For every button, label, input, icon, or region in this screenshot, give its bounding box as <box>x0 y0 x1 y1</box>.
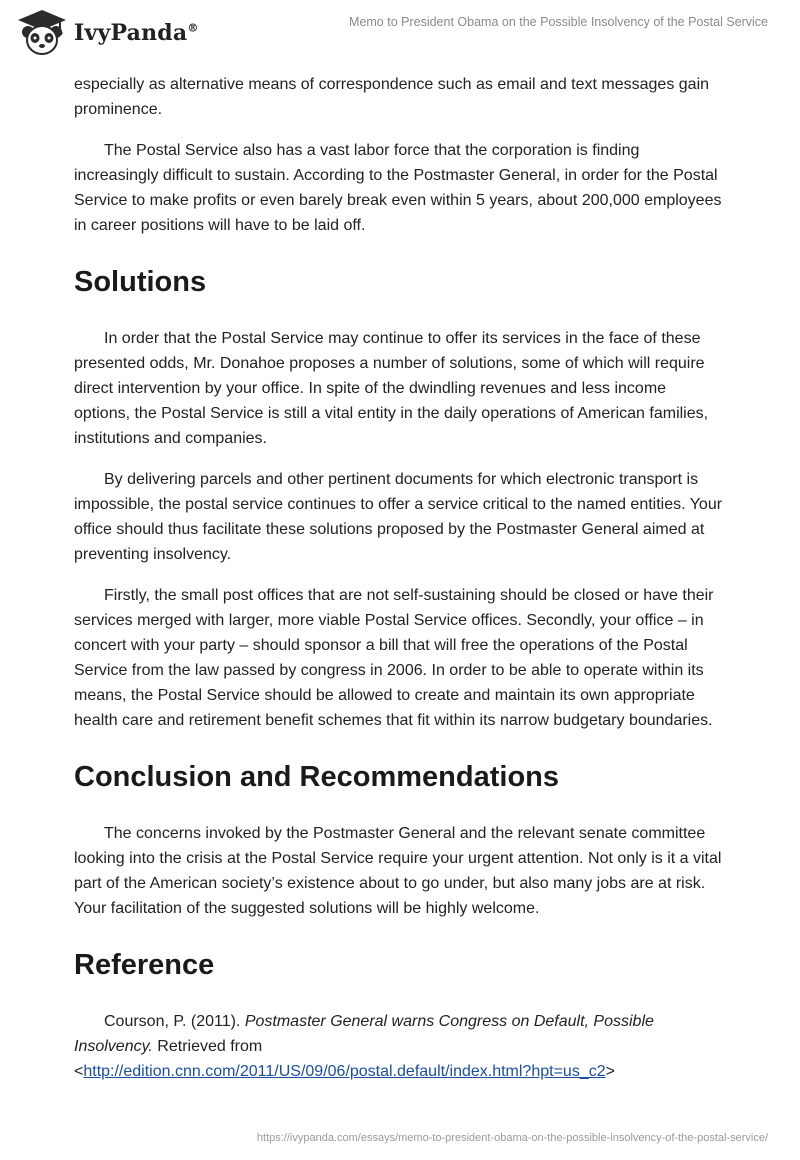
paragraph-solutions-2: By delivering parcels and other pertinent documents for which electronic transport is impossible, the postal service continues to offer a service critical to the named entities. Your office should thus facilitate these solutions proposed by the Postmaster General aimed at preventing insolvency. <box>74 471 723 563</box>
reference-link[interactable]: http://edition.cnn.com/2011/US/09/06/postal.default/index.html?hpt=us_c2 <box>83 1063 606 1080</box>
brand-logo[interactable] <box>14 8 234 58</box>
footer-url[interactable]: https://ivypanda.com/essays/memo-to-president-obama-on-the-possible-insolvency-of-the-postal-service/ <box>256 1132 768 1144</box>
paragraph-intro: especially as alternative means of correspondence such as email and text messages gain prominence. <box>74 76 710 118</box>
reference-bracket-close: > <box>605 1063 615 1080</box>
document-title: Memo to President Obama on the Possible Insolvency of the Postal Service <box>349 15 768 29</box>
page-header <box>0 0 800 70</box>
paragraph-solutions-3: Firstly, the small post offices that are not self-sustaining should be closed or have their services merged with larger, more viable Postal Service offices. Secondly, your office – in concert with your party – should sponsor a bill that will free the operations of the Postal Service from the law passed by congress in 2006. In order to be able to operate within its means, the Postal Service should be allowed to create and maintain its own appropriate health care and retirement benefit schemes that fit within its narrow budgetary boundaries. <box>74 587 714 729</box>
reference-title: Postmaster General warns Congress on Default, Possible Insolvency. <box>74 1013 654 1055</box>
panda-graduate-icon <box>14 8 70 58</box>
brand-name: IvyPanda® <box>74 20 199 46</box>
heading-reference: Reference <box>74 949 215 981</box>
paragraph-labor: The Postal Service also has a vast labor force that the corporation is finding increasingly difficult to sustain. According to the Postmaster General, in order for the Postal Service to make profits or even barely break even within 5 years, about 200,000 employees in career positions will have to be laid off. <box>74 142 722 234</box>
reference-bracket-open: < <box>74 1063 84 1080</box>
reference-entry <box>74 1009 726 1084</box>
heading-solutions: Solutions <box>74 266 207 298</box>
heading-conclusion: Conclusion and Recommendations <box>74 761 559 793</box>
reference-retrieved: Retrieved from <box>152 1038 263 1055</box>
essay-content <box>74 72 726 1084</box>
paragraph-solutions-1: In order that the Postal Service may continue to offer its services in the face of these presented odds, Mr. Donahoe proposes a number of solutions, some of which will require direct intervention by your office. In spite of the dwindling revenues and less income options, the Postal Service is still a vital entity in the daily operations of American families, institutions and companies. <box>74 330 709 447</box>
paragraph-conclusion: The concerns invoked by the Postmaster General and the relevant senate committee looking into the crisis at the Postal Service require your urgent attention. Not only is it a vital part of the American society’s existence about to go under, but also many jobs are at risk. Your facilitation of the suggested solutions will be highly welcome. <box>74 825 722 917</box>
reference-author: Courson, P. (2011). <box>104 1013 245 1030</box>
